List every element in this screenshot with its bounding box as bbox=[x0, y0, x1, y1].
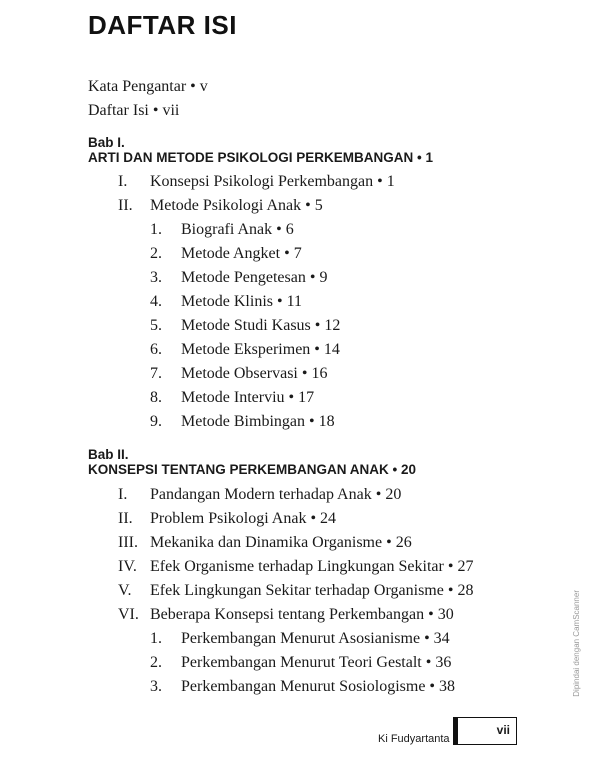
subsection-number: 1. bbox=[150, 630, 162, 647]
subsection-number: 3. bbox=[150, 678, 162, 695]
subsection-number: 7. bbox=[150, 365, 162, 382]
subsection-entry: Metode Eksperimen • 14 bbox=[181, 341, 340, 358]
section-entry: Efek Organisme terhadap Lingkungan Sekitar • 27 bbox=[150, 558, 474, 575]
subsection-number: 1. bbox=[150, 221, 162, 238]
toc-entry-kata-pengantar: Kata Pengantar • v bbox=[88, 78, 208, 95]
section-number: II. bbox=[118, 510, 133, 527]
subsection-entry: Perkembangan Menurut Sosiologisme • 38 bbox=[181, 678, 456, 695]
section-number: II. bbox=[118, 197, 133, 214]
chapter-label: Bab II. bbox=[88, 447, 129, 462]
subsection-number: 6. bbox=[150, 341, 162, 358]
subsection-entry: Metode Klinis • 11 bbox=[181, 293, 302, 310]
subsection-number: 5. bbox=[150, 317, 162, 334]
section-entry: Konsepsi Psikologi Perkembangan • 1 bbox=[150, 173, 395, 190]
subsection-entry: Biografi Anak • 6 bbox=[181, 221, 294, 238]
section-number: IV. bbox=[118, 558, 137, 575]
subsection-entry: Metode Observasi • 16 bbox=[181, 365, 328, 382]
chapter-title: ARTI DAN METODE PSIKOLOGI PERKEMBANGAN • 1 bbox=[88, 150, 434, 165]
section-number: V. bbox=[118, 582, 132, 599]
subsection-entry: Metode Pengetesan • 9 bbox=[181, 269, 328, 286]
subsection-number: 9. bbox=[150, 413, 162, 430]
section-entry: Pandangan Modern terhadap Anak • 20 bbox=[150, 486, 402, 503]
page-number: vii bbox=[496, 723, 510, 737]
section-number: I. bbox=[118, 486, 128, 503]
subsection-entry: Perkembangan Menurut Asosianisme • 34 bbox=[181, 630, 450, 647]
section-number: I. bbox=[118, 173, 128, 190]
subsection-number: 3. bbox=[150, 269, 162, 286]
subsection-entry: Metode Studi Kasus • 12 bbox=[181, 317, 341, 334]
subsection-entry: Perkembangan Menurut Teori Gestalt • 36 bbox=[181, 654, 452, 671]
section-entry: Problem Psikologi Anak • 24 bbox=[150, 510, 337, 527]
chapter-label: Bab I. bbox=[88, 135, 125, 150]
subsection-entry: Metode Angket • 7 bbox=[181, 245, 302, 262]
subsection-number: 8. bbox=[150, 389, 162, 406]
section-entry: Beberapa Konsepsi tentang Perkembangan • 30 bbox=[150, 606, 454, 623]
subsection-entry: Metode Interviu • 17 bbox=[181, 389, 315, 406]
subsection-number: 2. bbox=[150, 245, 162, 262]
page-title: DAFTAR ISI bbox=[88, 10, 237, 40]
section-entry: Metode Psikologi Anak • 5 bbox=[150, 197, 323, 214]
section-number: VI. bbox=[118, 606, 139, 623]
section-number: III. bbox=[118, 534, 138, 551]
section-entry: Mekanika dan Dinamika Organisme • 26 bbox=[150, 534, 412, 551]
subsection-number: 2. bbox=[150, 654, 162, 671]
subsection-number: 4. bbox=[150, 293, 162, 310]
scanner-watermark: Dipindai dengan CamScanner bbox=[572, 590, 581, 697]
section-entry: Efek Lingkungan Sekitar terhadap Organisme • 28 bbox=[150, 582, 474, 599]
subsection-entry: Metode Bimbingan • 18 bbox=[181, 413, 335, 430]
page-number-box bbox=[453, 717, 517, 745]
toc-entry-daftar-isi: Daftar Isi • vii bbox=[88, 102, 180, 119]
chapter-title: KONSEPSI TENTANG PERKEMBANGAN ANAK • 20 bbox=[88, 462, 417, 477]
footer-author: Ki Fudyartanta bbox=[378, 733, 450, 745]
